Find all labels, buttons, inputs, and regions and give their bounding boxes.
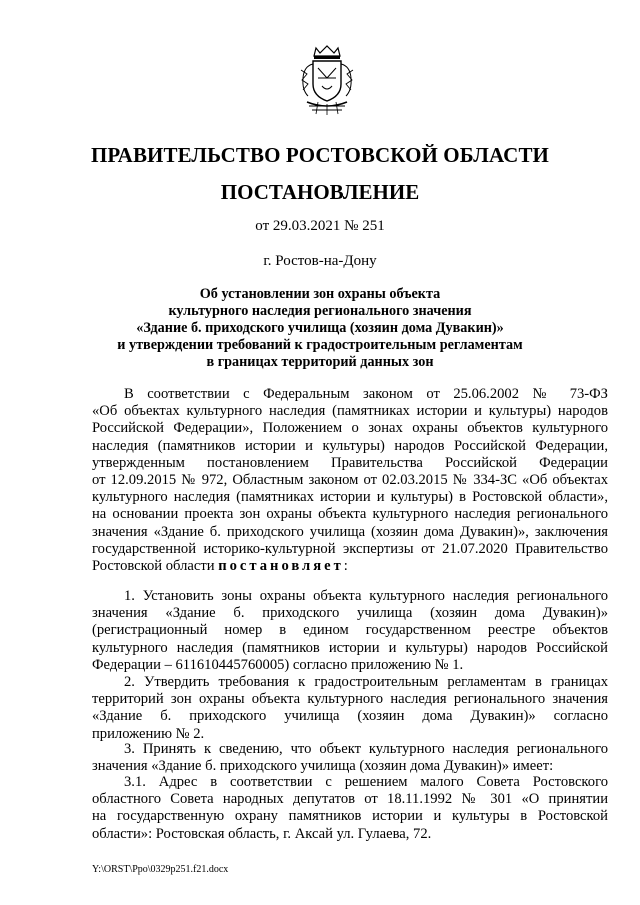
- text-line: от 12.09.2015 № 972, Областным законом от 02.03.2015 № 334-ЗС «Об объектах: [92, 472, 608, 489]
- text-line: значения «Здание б. приходского училища (хозяин дома Дувакин)» имеет:: [92, 758, 554, 775]
- file-path-footer: Y:\ORST\Ppo\0329p251.f21.docx: [92, 864, 229, 875]
- item-1-paragraph: [92, 588, 608, 674]
- item-3-paragraph: [92, 741, 608, 775]
- text-line: утвержденным постановлением Правительства Российской Федерации: [92, 454, 608, 471]
- subject-line: культурного наследия регионального значения: [168, 303, 472, 319]
- colon: :: [343, 558, 348, 575]
- resolution-keyword: постановляет: [218, 558, 344, 575]
- city-line: г. Ростов-на-Дону: [263, 253, 377, 269]
- text-line: на государственную охрану памятников истории и культуры в Ростовской: [92, 808, 608, 825]
- text-line: В соответствии с Федеральным законом от 25.06.2002 № 73-ФЗ: [124, 386, 608, 402]
- text-line: 2. Утвердить требования к градостроительным регламентам в границах: [124, 674, 608, 690]
- text-line: 1. Установить зоны охраны объекта культурного наследия регионального: [124, 588, 608, 604]
- date-number-line: от 29.03.2021 № 251: [255, 218, 385, 234]
- text-line: 3. Принять к сведению, что объект культурного наследия регионального: [124, 741, 608, 757]
- text-line: «Об объектах культурного наследия (памятниках истории и культуры) народов: [92, 403, 608, 420]
- text-line: наследия (памятников истории и культуры) народов Российской Федерации,: [92, 437, 608, 454]
- subject-line: «Здание б. приходского училища (хозяин дома Дувакин)»: [136, 320, 504, 336]
- text-line: государственной историко-культурной экспертизы от 21.07.2020 Правительство: [92, 540, 608, 557]
- text-line: 3.1. Адрес в соответствии с решением малого Совета Ростовского: [124, 774, 608, 790]
- text-line: на основании проекта зон охраны объекта культурного наследия регионального: [92, 506, 608, 523]
- text-line: территорий зон охраны объекта культурного наследия регионального значения: [92, 691, 608, 708]
- text-line: Федерации – 611610445760005) согласно приложению № 1.: [92, 656, 464, 673]
- text-line: (регистрационный номер в едином государственном реестре объектов: [92, 622, 608, 639]
- text-line: значения «Здание б. приходского училища (хозяин дома Дувакин)», заключения: [92, 523, 608, 540]
- text-line: [92, 558, 608, 575]
- text-line: культурного наследия (памятниках истории и культуры) в Ростовской области»,: [92, 489, 608, 506]
- text-line: значения «Здание б. приходского училища (хозяин дома Дувакин)»: [92, 605, 608, 622]
- item-3-1-paragraph: [92, 774, 608, 843]
- subject-line: в границах территорий данных зон: [206, 354, 434, 370]
- subject-line: Об установлении зон охраны объекта: [199, 286, 441, 302]
- document-subject: [0, 286, 640, 371]
- text-line: культурного наследия (памятников истории и культуры) народов Российской: [92, 639, 608, 656]
- document-type: ПОСТАНОВЛЕНИЕ: [220, 180, 420, 204]
- text-line: Российской Федерации», Положением о зонах охраны объектов культурного: [92, 420, 608, 437]
- item-2-paragraph: [92, 674, 608, 743]
- coat-of-arms-emblem: [298, 44, 356, 116]
- text-line: областного Совета народных депутатов от 18.11.1992 № 301 «О принятии: [92, 791, 608, 808]
- text-line: «Здание б. приходского училища (хозяин дома Дувакин)» согласно: [92, 708, 608, 725]
- text-line: области»: Ростовская область, г. Аксай ул. Гулаева, 72.: [92, 825, 432, 842]
- preamble-ending: Ростовской области: [92, 558, 215, 575]
- text-line: приложению № 2.: [92, 725, 205, 742]
- subject-line: и утверждении требований к градостроительным регламентам: [117, 337, 523, 353]
- preamble-paragraph: [92, 386, 608, 575]
- government-title: ПРАВИТЕЛЬСТВО РОСТОВСКОЙ ОБЛАСТИ: [91, 143, 549, 167]
